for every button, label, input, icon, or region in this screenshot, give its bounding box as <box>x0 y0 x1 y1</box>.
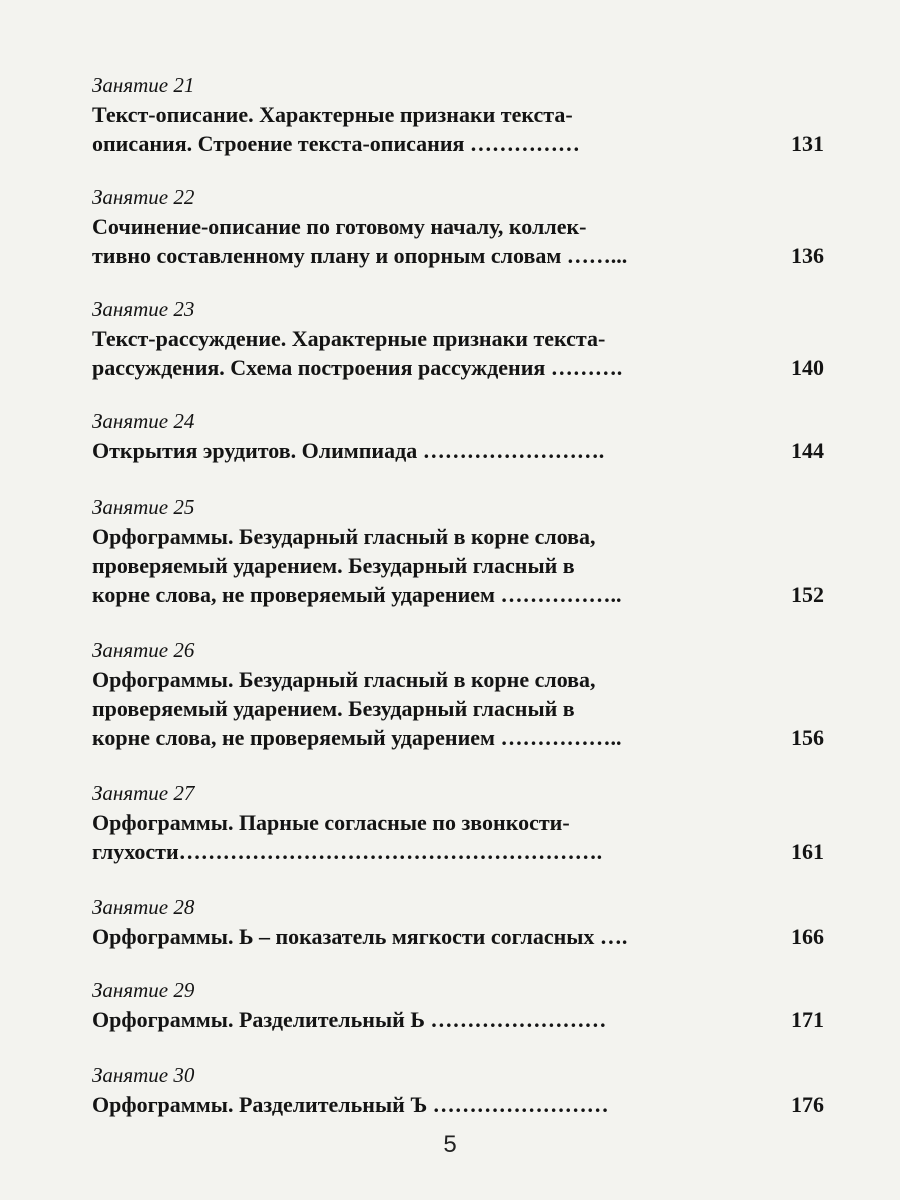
toc-entry-title-text: проверяемый ударением. Безударный гласный в <box>92 553 575 578</box>
toc-entry-title-line <box>92 129 822 158</box>
toc-entry-title-line <box>92 837 822 866</box>
toc-entry-title-text: Орфограммы. Ь – показатель мягкости согласных …. <box>92 924 628 949</box>
toc-entry-title-text: глухости…………………………………………………. <box>92 839 603 864</box>
toc-entry-label: Занятие 23 <box>92 297 195 321</box>
toc-entry <box>92 778 822 866</box>
toc-entry <box>92 294 822 382</box>
toc-entry-page-number: 144 <box>791 438 824 463</box>
toc-entry-title-line <box>92 665 822 694</box>
toc-entry <box>92 70 822 158</box>
toc-entry-label: Занятие 29 <box>92 978 195 1002</box>
toc-entry-title-line <box>92 100 822 129</box>
toc-entry-label: Занятие 26 <box>92 638 195 662</box>
toc-entry-title-text: Сочинение-описание по готовому началу, коллек- <box>92 214 587 239</box>
toc-entry-title-line <box>92 723 822 752</box>
toc-entry-title-text: тивно составленному плану и опорным словам ……... <box>92 243 628 268</box>
toc-entry-title-text: Текст-рассуждение. Характерные признаки текста- <box>92 326 606 351</box>
toc-entry-label: Занятие 22 <box>92 185 195 209</box>
toc-entry-title-text: Орфограммы. Разделительный Ь …………………… <box>92 1007 607 1032</box>
toc-entry-page-number: 131 <box>791 131 824 156</box>
toc-entry-page-number: 140 <box>791 355 824 380</box>
toc-entry-title-text: Открытия эрудитов. Олимпиада ……………………. <box>92 438 605 463</box>
toc-entry-title-line <box>92 694 822 723</box>
toc-entry <box>92 1060 822 1119</box>
toc-entry-title-text: описания. Строение текста-описания …………… <box>92 131 580 156</box>
toc-entry-title-text: Орфограммы. Парные согласные по звонкости- <box>92 810 570 835</box>
toc-entry-page-number: 176 <box>791 1092 824 1117</box>
toc-entry-page-number: 161 <box>791 839 824 864</box>
toc-entry-title-text: Орфограммы. Безударный гласный в корне слова, <box>92 524 596 549</box>
toc-entry-page-number: 152 <box>791 582 824 607</box>
toc-entry-title-line <box>92 808 822 837</box>
toc-entry-label: Занятие 25 <box>92 495 195 519</box>
toc-entry-title-text: рассуждения. Схема построения рассуждения ………. <box>92 355 623 380</box>
toc-entry-page-number: 136 <box>791 243 824 268</box>
toc-entry-label: Занятие 27 <box>92 781 195 805</box>
toc-entry-title-line <box>92 1005 822 1034</box>
toc-entry-label: Занятие 30 <box>92 1063 195 1087</box>
toc-entry-title-text: проверяемый ударением. Безударный гласный в <box>92 696 575 721</box>
toc-entry-title-line <box>92 324 822 353</box>
toc-entry <box>92 635 822 752</box>
toc-entry-label: Занятие 28 <box>92 895 195 919</box>
toc-entry-page-number: 166 <box>791 924 824 949</box>
toc-entry-title-text: Текст-описание. Характерные признаки текста- <box>92 102 573 127</box>
toc-entry-title-line <box>92 241 822 270</box>
toc-entry-title-line <box>92 353 822 382</box>
toc-entry-title-text: корне слова, не проверяемый ударением …………….. <box>92 725 622 750</box>
toc-entry-title-text: Орфограммы. Разделительный Ъ …………………… <box>92 1092 609 1117</box>
toc-entry-title-line <box>92 922 822 951</box>
page-number: 5 <box>443 1131 457 1158</box>
toc-entry-label: Занятие 21 <box>92 73 195 97</box>
toc-entry-title-line <box>92 551 822 580</box>
toc-entry-page-number: 171 <box>791 1007 824 1032</box>
toc-entry <box>92 975 822 1034</box>
toc-entry-title-text: корне слова, не проверяемый ударением …………….. <box>92 582 622 607</box>
toc-entry-title-line <box>92 580 822 609</box>
toc-entry <box>92 892 822 951</box>
toc-entry-label: Занятие 24 <box>92 409 195 433</box>
toc-entry-title-line <box>92 522 822 551</box>
toc-entry <box>92 406 822 465</box>
toc-entry <box>92 182 822 270</box>
toc-entry-title-line <box>92 436 822 465</box>
toc-entry <box>92 492 822 609</box>
toc-entry-title-text: Орфограммы. Безударный гласный в корне слова, <box>92 667 596 692</box>
toc-entry-title-line <box>92 212 822 241</box>
toc-entry-page-number: 156 <box>791 725 824 750</box>
toc-entry-title-line <box>92 1090 822 1119</box>
